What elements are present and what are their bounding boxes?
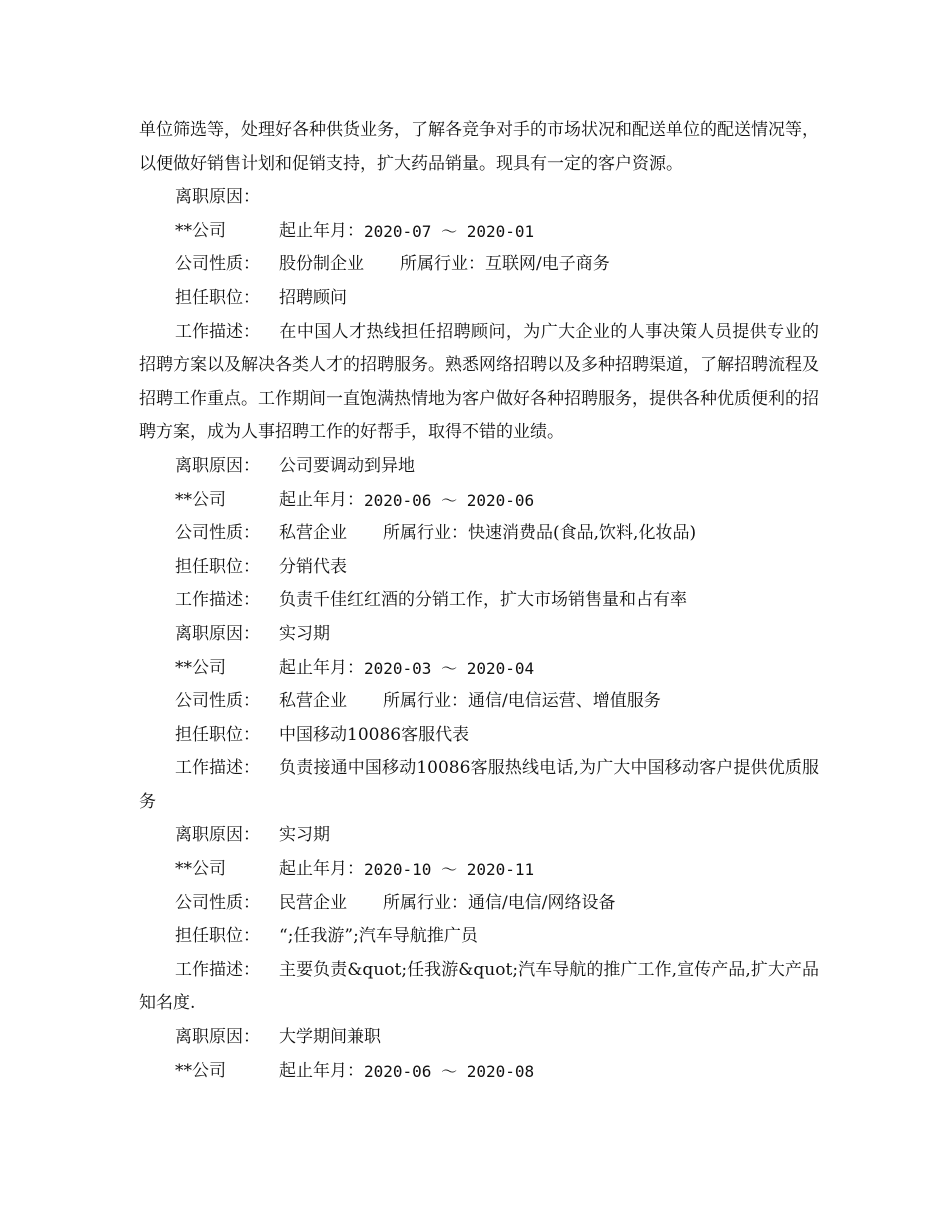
company-type-label: 公司性质： [175,691,260,712]
company-label: **公司 [175,657,226,678]
description-value: 负责接通中国移动10086客服热线电话,为广大中国移动客户提供优质服务 [139,758,819,812]
period-label: 起止年月： [279,657,364,678]
company-type-value: 私营企业 [279,691,347,712]
company-type-label: 公司性质： [175,523,260,544]
description-value: 负责千佳红红酒的分销工作，扩大市场销售量和占有率 [279,590,687,611]
industry-value: 快速消费品(食品,饮料,化妆品) [468,523,697,544]
company-type-row [139,685,819,719]
company-label: **公司 [175,1060,226,1081]
description-label: 工作描述： [175,590,260,611]
company-type-label: 公司性质： [175,254,260,275]
period-label: 起止年月： [279,220,364,241]
period-value: 2020-06 ～ 2020-08 [364,1061,535,1081]
leave-reason-row [139,181,819,215]
leave-reason-row [139,618,819,652]
company-type-value: 私营企业 [279,523,347,544]
company-row [139,215,819,249]
company-type-value: 股份制企业 [279,254,364,275]
company-type-value: 民营企业 [279,892,347,913]
company-type-row [139,517,819,551]
description-label: 工作描述： [175,321,260,342]
leave-reason-value: 大学期间兼职 [279,1027,381,1048]
position-label: 担任职位： [175,724,260,745]
description-paragraph [139,954,819,1021]
leave-reason-label: 离职原因： [175,825,260,846]
period-value: 2020-03 ～ 2020-04 [364,658,535,678]
leave-reason-value: 实习期 [279,623,330,644]
position-row [139,282,819,316]
industry-label: 所属行业： [383,892,468,913]
intro-paragraph: 单位筛选等，处理好各种供货业务，了解各竞争对手的市场状况和配送单位的配送情况等，以便做好销售计划和促销支持，扩大药品销量。现具有一定的客户资源。 [139,120,819,174]
position-label: 担任职位： [175,556,260,577]
position-value: “;任我游”;汽车导航推广员 [279,926,478,947]
description-value: 在中国人才热线担任招聘顾问，为广大企业的人事决策人员提供专业的招聘方案以及解决各类人才的招聘服务。熟悉网络招聘以及多种招聘渠道，了解招聘流程及招聘工作重点。工作期间一直饱满热情地为客户做好各种招聘服务，提供各种优质便利的招聘方案，成为人事招聘工作的好帮手，取得不错的业绩。 [139,321,819,443]
company-label: **公司 [175,220,226,241]
company-row [139,853,819,887]
leave-reason-label: 离职原因： [175,187,260,208]
position-value: 中国移动10086客服代表 [279,724,470,745]
company-type-row [139,248,819,282]
industry-label: 所属行业： [383,691,468,712]
description-paragraph [139,752,819,819]
company-row [139,484,819,518]
industry-label: 所属行业： [383,523,468,544]
leave-reason-label: 离职原因： [175,1027,260,1048]
company-row [139,652,819,686]
period-value: 2020-10 ～ 2020-11 [364,860,535,880]
industry-value: 通信/电信/网络设备 [468,892,616,913]
period-value: 2020-07 ～ 2020-01 [364,221,535,241]
position-row [139,551,819,585]
leave-reason-row [139,819,819,853]
industry-label: 所属行业： [400,254,485,275]
position-label: 担任职位： [175,926,260,947]
description-row [139,584,819,618]
leave-reason-row [139,1021,819,1055]
description-value: 主要负责&quot;任我游&quot;汽车导航的推广工作,宣传产品,扩大产品知名度. [139,959,819,1014]
position-label: 担任职位： [175,287,260,308]
period-label: 起止年月： [279,859,364,880]
position-value: 招聘顾问 [279,287,347,308]
leave-reason-value: 公司要调动到异地 [279,455,415,476]
industry-value: 互联网/电子商务 [485,254,610,275]
industry-value: 通信/电信运营、增值服务 [468,691,661,712]
company-label: **公司 [175,489,226,510]
position-row [139,719,819,753]
leave-reason-label: 离职原因： [175,455,260,476]
company-type-row [139,887,819,921]
description-label: 工作描述： [175,959,260,980]
period-label: 起止年月： [279,1060,364,1081]
description-label: 工作描述： [175,758,260,779]
leave-reason-label: 离职原因： [175,623,260,644]
resume-work-history [139,114,819,1088]
position-row [139,920,819,954]
period-label: 起止年月： [279,489,364,510]
period-value: 2020-06 ～ 2020-06 [364,490,535,510]
company-type-label: 公司性质： [175,892,260,913]
description-paragraph [139,316,819,450]
leave-reason-value: 实习期 [279,825,330,846]
company-label: **公司 [175,859,226,880]
company-row [139,1055,819,1089]
leave-reason-row [139,450,819,484]
position-value: 分销代表 [279,556,347,577]
